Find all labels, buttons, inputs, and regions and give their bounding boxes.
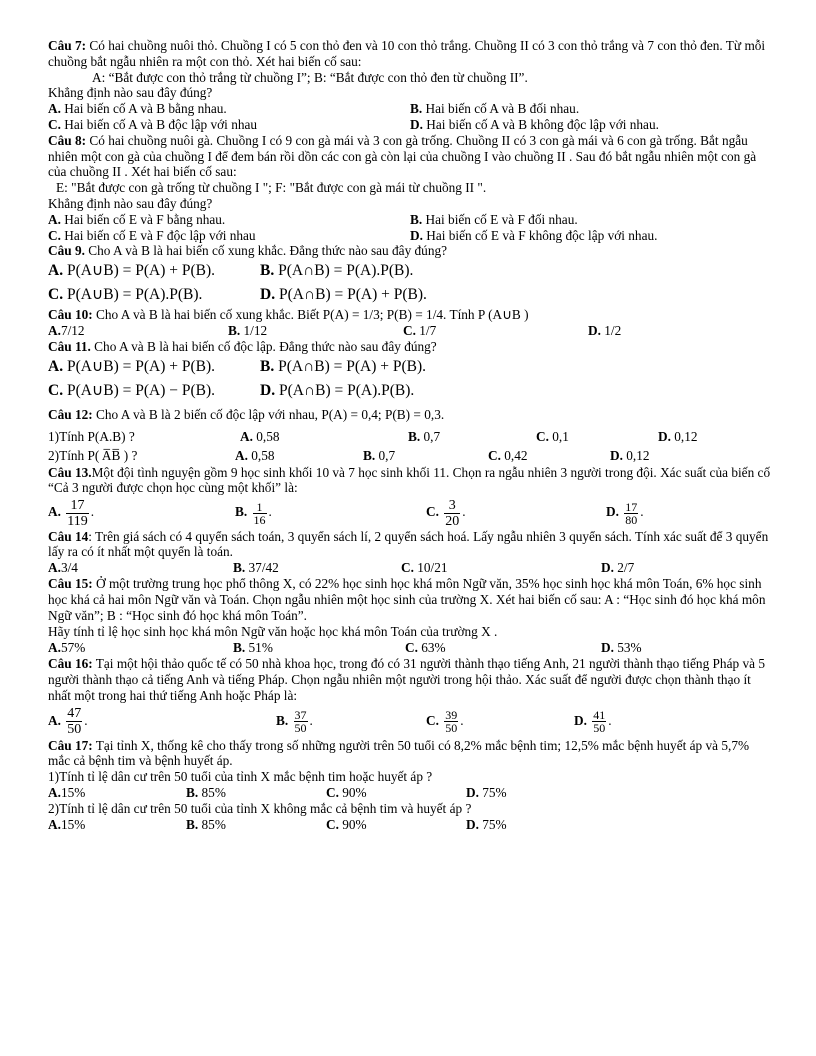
fraction [444, 709, 458, 734]
text: 50 [445, 721, 458, 736]
option-a [240, 427, 408, 447]
question-10-text [48, 307, 772, 323]
option-key: A. [48, 816, 61, 832]
question-11-options-row1 [48, 355, 772, 379]
option-a [48, 101, 410, 117]
text: 15% [60, 784, 86, 800]
option-b [410, 101, 772, 117]
option-key: C. [426, 712, 439, 728]
option-c [401, 560, 601, 576]
option-b: B. $\frac{37}{50}$ . [276, 708, 313, 736]
question-7-options-row1 [48, 101, 772, 117]
option-d [410, 228, 772, 244]
text: Ở một trường trung học phổ thông X, có 22% học sinh học khá môn Ngữ văn, 35% học sinh học khá môn Toán, 6% học sinh học khá cả hai môn Ngữ văn và Toán. Chọn ngẫu nhiên một học sinh của trường X. Xét hai biến cố sau: A : “Học sinh đó học khá môn Ngữ văn”; B : “Học sinh đó học khá môn Toán”. [48, 575, 766, 623]
option-key: D. [466, 784, 479, 800]
option-key: B. [410, 211, 423, 227]
text: Một đội tình nguyện gồm 9 học sinh khối 10 và 7 học sinh khối 11. Chọn ra ngẫu nhiên 3 người trong đội. Xác suất của biến cố “Cả 3 người được chọn học cùng một khối” là: [48, 464, 771, 496]
text: 2/7 [613, 560, 635, 576]
option-key: B. [186, 784, 199, 800]
text: Hai biến cố E và F không độc lập với nhau. [422, 227, 658, 243]
question-17 [48, 738, 772, 833]
text: P(A∩B) = P(A) + P(B). [274, 357, 427, 375]
option-b [233, 640, 405, 656]
question-11-options-row2 [48, 379, 772, 403]
option-a: A. $\frac{47}{50}$ . [48, 706, 88, 738]
option-key: A. [48, 211, 61, 227]
question-label: Câu 8: [48, 132, 87, 148]
question-7-options-row2 [48, 117, 772, 133]
text: Hai biến cố E và F bằng nhau. [60, 211, 226, 227]
text: 3/4 [60, 560, 78, 576]
text: 20 [445, 513, 460, 529]
question-7-prompt: Khẳng định nào sau đây đúng? [48, 85, 213, 101]
text: 0,12 [670, 428, 698, 444]
text: 16 [253, 512, 266, 527]
option-d [466, 817, 507, 833]
question-label: Câu 14 [48, 528, 89, 544]
option-a [48, 640, 233, 656]
option-key: B. [186, 816, 199, 832]
text: Hai biến cố A và B độc lập với nhau [60, 116, 258, 132]
fraction [624, 501, 638, 526]
option-key: C. [48, 381, 64, 399]
text: Tại tỉnh X, thống kê cho thấy trong số những người trên 50 tuổi có 8,2% mắc bệnh tim; 12,5% mắc bệnh huyết áp và 5,7% mắc cả bệnh tim và bệnh huyết áp. [48, 737, 750, 769]
option-key: A. [48, 357, 64, 375]
text: 17 [625, 499, 638, 514]
text: 7/12 [60, 322, 85, 338]
option-key: D. [601, 560, 614, 576]
option-b [363, 447, 488, 465]
text: Có hai chuồng nuôi thỏ. Chuồng I có 5 con thỏ đen và 10 con thỏ trắng. Chuồng II có 3 con thỏ trắng và 7 con thỏ đen. Từ mỗi chuồng bắt ngẫu nhiên ra một con thỏ. Xét hai biến cố sau: [48, 38, 766, 69]
option-c [326, 785, 466, 801]
option-key: B. [233, 640, 246, 656]
option-key: A. [48, 712, 61, 728]
text: 0,58 [247, 447, 275, 463]
option-a [48, 212, 410, 228]
option-a [48, 560, 233, 576]
option-key: D. [410, 227, 423, 243]
text: Cho A và B là 2 biến cố độc lập với nhau, P(A) = 0,4; P(B) = 0,3. [92, 406, 445, 422]
question-17-part2-stem: 2)Tính tỉ lệ dân cư trên 50 tuổi của tỉnh X không mắc cả bệnh tim và huyết áp ? [48, 800, 472, 816]
text: 57% [60, 640, 86, 656]
option-a: A. $\frac{17}{119}$ . [48, 497, 95, 529]
text: 50 [294, 721, 307, 736]
text: 53% [613, 640, 642, 656]
text: 1/2 [600, 322, 622, 338]
text: 0,1 [548, 428, 569, 444]
option-key: D. [574, 712, 587, 728]
option-b [228, 323, 403, 339]
fraction [444, 498, 460, 529]
option-b: B. $\frac{1}{16}$ . [235, 499, 272, 527]
fraction [66, 498, 88, 529]
text: 50 [593, 721, 606, 736]
question-9-text [48, 243, 772, 259]
text: 0,42 [500, 447, 528, 463]
option-key: B. [233, 560, 246, 576]
option-d [610, 447, 650, 465]
question-15-options [48, 640, 772, 656]
option-key: A. [240, 428, 253, 444]
question-label: Câu 10: [48, 307, 93, 323]
question-label: Câu 7: [48, 38, 87, 53]
question-7 [48, 38, 772, 133]
option-d [658, 427, 698, 447]
option-key: D. [466, 816, 479, 832]
question-13 [48, 465, 772, 529]
option-d [410, 117, 772, 133]
question-8 [48, 133, 772, 244]
option-key: C. [536, 428, 549, 444]
question-8-prompt: Khẳng định nào sau đây đúng? [48, 195, 213, 211]
option-key: C. [48, 286, 64, 304]
option-key: D. [260, 381, 276, 399]
option-key: A. [48, 640, 61, 656]
option-key: A. [48, 322, 61, 338]
question-17-text [48, 738, 772, 770]
text: 37/42 [245, 560, 279, 576]
text: P(A∩B) = P(A) + P(B). [275, 286, 427, 304]
option-key: B. [408, 428, 421, 444]
question-8-text [48, 133, 772, 180]
question-9-options-row1 [48, 259, 772, 283]
option-key: B. [260, 357, 275, 375]
question-label: Câu 17: [48, 737, 93, 753]
option-d [588, 323, 621, 339]
text: Cho A và B là hai biến cố độc lập. Đẳng thức nào sau đây đúng? [90, 338, 437, 354]
question-7-events: A: “Bắt được con thỏ trắng từ chuồng I”; B: “Bắt được con thỏ đen từ chuồng II”. [92, 69, 528, 85]
option-b [410, 212, 772, 228]
option-d [466, 785, 507, 801]
option-key: C. [426, 504, 439, 520]
question-17-part1-stem: 1)Tính tỉ lệ dân cư trên 50 tuổi của tỉnh X mắc bệnh tim hoặc huyết áp ? [48, 769, 433, 785]
question-12-part1 [48, 427, 772, 447]
option-a [48, 355, 260, 379]
option-key: B. [228, 322, 241, 338]
option-c [403, 323, 588, 339]
text: 10/21 [413, 560, 448, 576]
option-c [48, 379, 260, 403]
option-key: C. [48, 227, 61, 243]
option-key: C. [488, 447, 501, 463]
option-key: A. [48, 504, 61, 520]
question-17-part2-options [48, 817, 772, 833]
question-15-prompt: Hãy tính tỉ lệ học sinh học khá môn Ngữ văn hoặc học khá môn Toán của trường X . [48, 624, 498, 640]
text: 90% [338, 816, 367, 832]
text: 50 [67, 722, 82, 738]
text: 0,7 [420, 428, 441, 444]
option-b [260, 259, 413, 283]
option-d: D. $\frac{41}{50}$ . [574, 708, 612, 736]
option-a [48, 323, 228, 339]
option-key: B. [235, 504, 248, 520]
question-14 [48, 529, 772, 576]
question-9 [48, 243, 772, 307]
question-label: Câu 9. [48, 243, 85, 259]
option-b [233, 560, 401, 576]
option-key: A. [48, 784, 61, 800]
option-key: B. [410, 101, 423, 117]
text: Có hai chuồng nuôi gà. Chuồng I có 9 con gà mái và 3 con gà trống. Chuồng II có 3 con gà mái và 6 con gà trống. Bắt ngẫu nhiên một con gà của chuồng I để đem bán rồi dồn các con gà còn lại của chuồng I vào chuồng II . Sau đó bắt ngẫu nhiên một con gà của chuồng II . Xét hai biến cố sau: [48, 132, 757, 180]
option-c [488, 447, 610, 465]
option-key: C. [405, 640, 418, 656]
text: Cho A và B là hai biến cố xung khắc. Biết P(A) = 1/3; P(B) = 1/4. Tính P (A∪B ) [92, 307, 529, 323]
question-12 [48, 403, 772, 465]
text: 119 [67, 513, 88, 529]
question-label: Câu 16: [48, 656, 93, 672]
question-label: Câu 15: [48, 575, 93, 591]
question-15-text [48, 576, 772, 623]
option-a [48, 259, 260, 283]
text: 37 [294, 708, 307, 723]
fraction [253, 501, 267, 526]
option-key: D. [410, 116, 423, 132]
question-12-text [48, 403, 772, 427]
option-b [186, 817, 326, 833]
option-d [260, 283, 427, 307]
question-16-options [48, 704, 772, 738]
option-key: C. [403, 322, 416, 338]
question-7-text [48, 38, 772, 70]
text: Hai biến cố A và B bằng nhau. [60, 101, 227, 117]
option-key: C. [326, 784, 339, 800]
option-a [48, 785, 186, 801]
option-key: B. [260, 262, 275, 280]
fraction [294, 709, 308, 734]
question-14-text [48, 529, 772, 561]
option-key: D. [260, 286, 276, 304]
text: 80 [625, 512, 638, 527]
question-13-text [48, 465, 772, 497]
question-13-options [48, 496, 772, 528]
option-c [405, 640, 601, 656]
question-9-options-row2 [48, 283, 772, 307]
text: 85% [198, 816, 226, 832]
option-key: D. [588, 322, 601, 338]
option-c [326, 817, 466, 833]
question-14-options [48, 560, 772, 576]
text: Hai biến cố A và B không độc lập với nhau. [422, 116, 659, 132]
option-key: D. [610, 447, 623, 463]
text: 85% [198, 784, 226, 800]
question-label: Câu 13. [48, 464, 92, 480]
question-10-options [48, 323, 772, 339]
text: P(A∪B) = P(A) − P(B). [63, 381, 216, 399]
question-15 [48, 576, 772, 656]
option-b [186, 785, 326, 801]
option-key: A. [48, 262, 64, 280]
text: 41 [593, 708, 606, 723]
option-key: D. [606, 504, 619, 520]
text: Hai biến cố A và B đối nhau. [422, 101, 580, 117]
option-c [48, 283, 260, 307]
text: Hai biến cố E và F độc lập với nhau [60, 227, 256, 243]
text: 0,12 [622, 447, 650, 463]
text: 90% [338, 784, 367, 800]
option-key: C. [48, 116, 61, 132]
option-b [260, 355, 426, 379]
part1-stem: 1)Tính P(A.B) ? [48, 428, 135, 444]
text: Tại một hội thảo quốc tế có 50 nhà khoa học, trong đó có 31 người thành thạo tiếng Anh, 21 người thành thạo tiếng Pháp và 5 người thành thạo cả tiếng Anh và tiếng Pháp. Chọn ngẫu nhiên một người trong hội thảo. Xác suất để người được chọn thành thạo ít nhất một trong hai thứ tiếng Anh hoặc Pháp là: [48, 656, 765, 703]
option-key: B. [363, 447, 376, 463]
option-key: C. [326, 816, 339, 832]
question-label: Câu 11. [48, 338, 91, 354]
option-key: D. [658, 428, 671, 444]
option-c [48, 228, 410, 244]
question-11-text [48, 339, 772, 355]
text: Cho A và B là hai biến cố xung khắc. Đẳng thức nào sau đây đúng? [84, 243, 448, 259]
text: 1 [253, 501, 267, 514]
text: 47 [67, 706, 82, 722]
text: 1/7 [415, 322, 437, 338]
question-8-options-row2 [48, 228, 772, 244]
option-key: D. [601, 640, 614, 656]
text: 51% [245, 640, 273, 656]
text: 1/12 [240, 322, 268, 338]
fraction [592, 709, 606, 734]
option-key: A. [48, 101, 61, 117]
fraction [66, 706, 82, 737]
text: 3 [444, 498, 460, 514]
text: P(A∪B) = P(A).P(B). [63, 286, 203, 304]
part2-stem: 2)Tính P( A̅B̅ ) ? [48, 447, 138, 463]
question-12-part2 [48, 447, 772, 465]
option-d [601, 560, 634, 576]
question-11 [48, 339, 772, 403]
question-label: Câu 12: [48, 406, 93, 422]
option-d [260, 379, 414, 403]
option-a [235, 447, 363, 465]
question-8-events: E: "Bắt được con gà trống từ chuồng I "; F: "Bắt được con gà mái từ chuồng II ". [56, 180, 487, 196]
question-16 [48, 656, 772, 737]
text: P(A∪B) = P(A) + P(B). [63, 357, 216, 375]
text: P(A∩B) = P(A).P(B). [275, 381, 415, 399]
text: 75% [478, 784, 507, 800]
question-10 [48, 307, 772, 339]
question-8-options-row1 [48, 212, 772, 228]
text: P(A∩B) = P(A).P(B). [274, 262, 414, 280]
text: 75% [478, 816, 507, 832]
text: 39 [445, 708, 458, 723]
option-key: B. [276, 712, 289, 728]
option-c: C. $\frac{3}{20}$ . [426, 497, 466, 529]
option-c: C. $\frac{39}{50}$ . [426, 708, 464, 736]
text: P(A∪B) = P(A) + P(B). [63, 262, 216, 280]
option-b [408, 427, 536, 447]
option-a [48, 817, 186, 833]
option-key: A. [48, 560, 61, 576]
text: 0,7 [375, 447, 396, 463]
option-c [48, 117, 410, 133]
option-key: C. [401, 560, 414, 576]
text: 17 [66, 498, 88, 514]
question-17-part1-options [48, 785, 772, 801]
option-key: A. [235, 447, 248, 463]
text: 15% [60, 816, 86, 832]
option-d [601, 640, 642, 656]
text: 0,58 [252, 428, 280, 444]
option-d: D. $\frac{17}{80}$ . [606, 499, 644, 527]
text: : Trên giá sách có 4 quyển sách toán, 3 quyển sách lí, 2 quyển sách hoá. Lấy ngẫu nhiên 3 quyển sách. Tính xác suất để 3 quyển lấy ra có ít nhất một quyển là toán. [48, 528, 769, 560]
option-c [536, 427, 658, 447]
text: Hai biến cố E và F đối nhau. [422, 211, 578, 227]
exam-page [48, 38, 772, 832]
question-16-text [48, 656, 772, 703]
text: 63% [417, 640, 446, 656]
